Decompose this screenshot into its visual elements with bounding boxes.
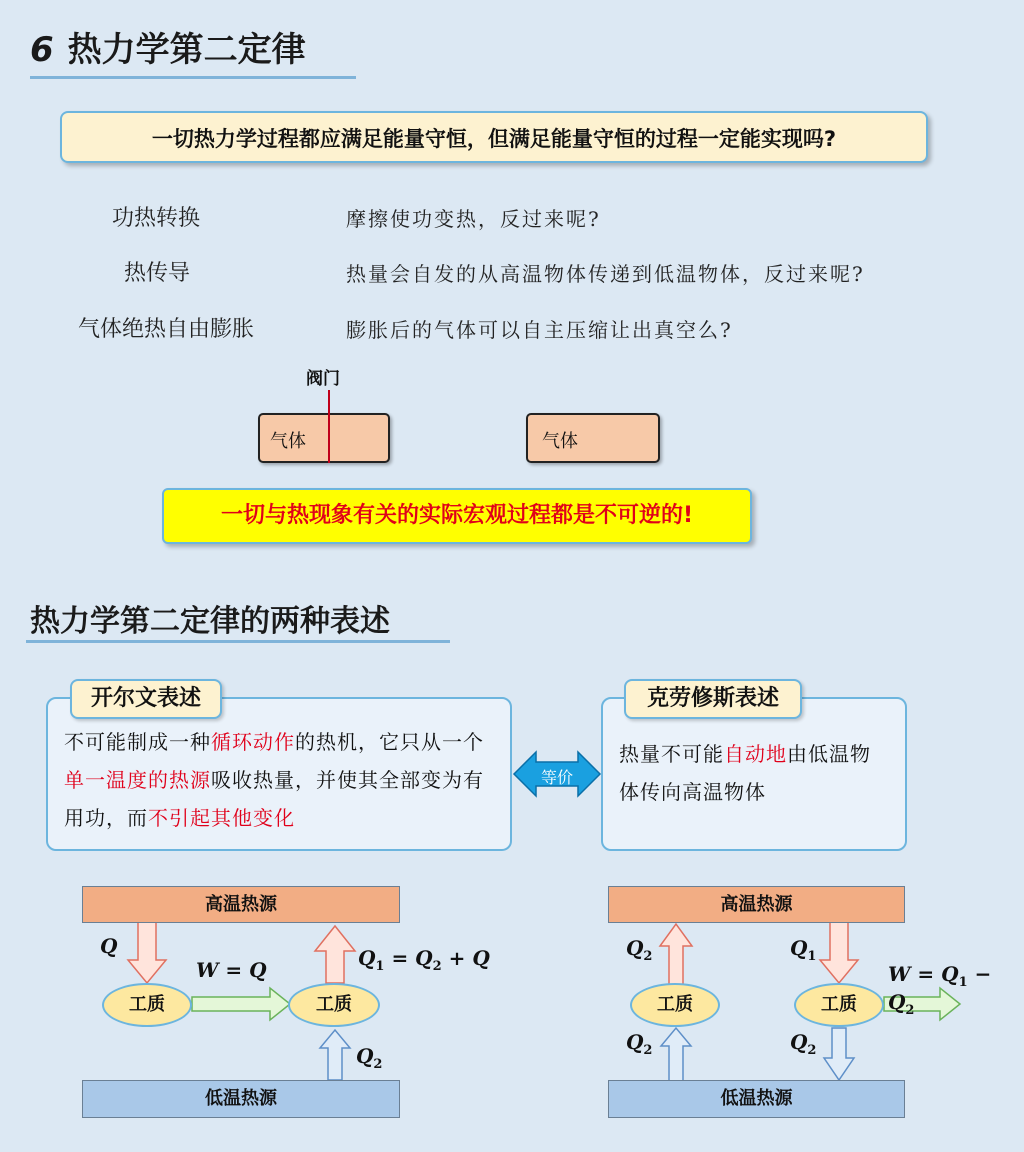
cold-source-left: 低温热源 bbox=[82, 1080, 400, 1118]
kelvin-title: 开尔文表述 bbox=[70, 679, 222, 719]
label-q1-right: $Q_1$ bbox=[790, 936, 817, 964]
working-substance-right-2: 工质 bbox=[794, 983, 884, 1027]
question-box: 一切热力学过程都应满足能量守恒，但满足能量守恒的过程一定能实现吗? bbox=[60, 111, 928, 163]
example-label-expansion: 气体绝热自由膨胀 bbox=[78, 317, 255, 342]
highlighted-phrase: 循环动作 bbox=[211, 730, 295, 754]
heat-arrow-down-right bbox=[820, 922, 858, 983]
label-q2-left: $Q_2$ bbox=[356, 1044, 383, 1072]
cold-arrow-down-right bbox=[824, 1028, 854, 1080]
statement-phrase: 吸收热量，并使其全部变为有用功，而 bbox=[64, 768, 484, 830]
example-text-conduction: 热量会自发的从高温物体传递到低温物体，反过来呢? bbox=[346, 262, 865, 286]
hot-source-right: 高温热源 bbox=[608, 886, 905, 923]
statement-phrase: 热量不可能 bbox=[619, 742, 724, 766]
example-label-conduction: 热传导 bbox=[124, 261, 191, 286]
section2-title: 热力学第二定律的两种表述 bbox=[30, 604, 390, 639]
example-text-expansion: 膨胀后的气体可以自主压缩让出真空么? bbox=[346, 318, 733, 342]
label-q-left: Q bbox=[100, 934, 118, 958]
statement-phrase: 由低温物体传向高温物体 bbox=[619, 742, 871, 804]
label-w-left: W = Q bbox=[196, 958, 267, 982]
equivalent-label: 等价 bbox=[540, 768, 573, 787]
example-text-work-heat: 摩擦使功变热，反过来呢? bbox=[346, 207, 601, 231]
section-title-text: 热力学第二定律 bbox=[67, 30, 306, 70]
highlighted-phrase: 不引起其他变化 bbox=[148, 806, 295, 830]
highlighted-phrase: 单一温度的热源 bbox=[64, 768, 211, 792]
label-q1-eq: $Q_1 = Q_2 + Q$ bbox=[358, 946, 490, 974]
label-w-right: $W = Q_1 - Q_2$ bbox=[888, 962, 992, 1018]
working-substance-left-1: 工质 bbox=[102, 983, 192, 1027]
gas-label: 气体 bbox=[542, 431, 578, 452]
label-q2-right: $Q_2$ bbox=[790, 1030, 817, 1058]
label-q2-right-top: $Q_2$ bbox=[626, 936, 653, 964]
heat-arrow-up-right bbox=[660, 924, 692, 985]
cold-arrow-up-right bbox=[661, 1028, 691, 1082]
statement-phrase: 不可能制成一种 bbox=[64, 730, 211, 754]
conclusion-box: 一切与热现象有关的实际宏观过程都是不可逆的! bbox=[162, 488, 752, 544]
cold-arrow-up-left bbox=[320, 1030, 350, 1080]
label-q2-right-bottom: $Q_2$ bbox=[626, 1030, 653, 1058]
hot-source-left: 高温热源 bbox=[82, 886, 400, 923]
gas-label: 气体 bbox=[270, 431, 306, 452]
highlighted-phrase: 自动地 bbox=[724, 742, 787, 766]
working-substance-left-2: 工质 bbox=[288, 983, 380, 1027]
statement-phrase: 的热机，它只从一个 bbox=[295, 730, 484, 754]
cold-source-right: 低温热源 bbox=[608, 1080, 905, 1118]
clausius-title: 克劳修斯表述 bbox=[624, 679, 802, 719]
valve-label: 阀门 bbox=[306, 369, 340, 389]
working-substance-right-1: 工质 bbox=[630, 983, 720, 1027]
heat-arrow-down-left bbox=[128, 922, 166, 983]
section-number: 6 bbox=[30, 30, 54, 70]
heat-arrow-up-left bbox=[315, 926, 355, 983]
work-arrow-left bbox=[192, 988, 290, 1020]
example-label-work-heat: 功热转换 bbox=[112, 206, 201, 231]
